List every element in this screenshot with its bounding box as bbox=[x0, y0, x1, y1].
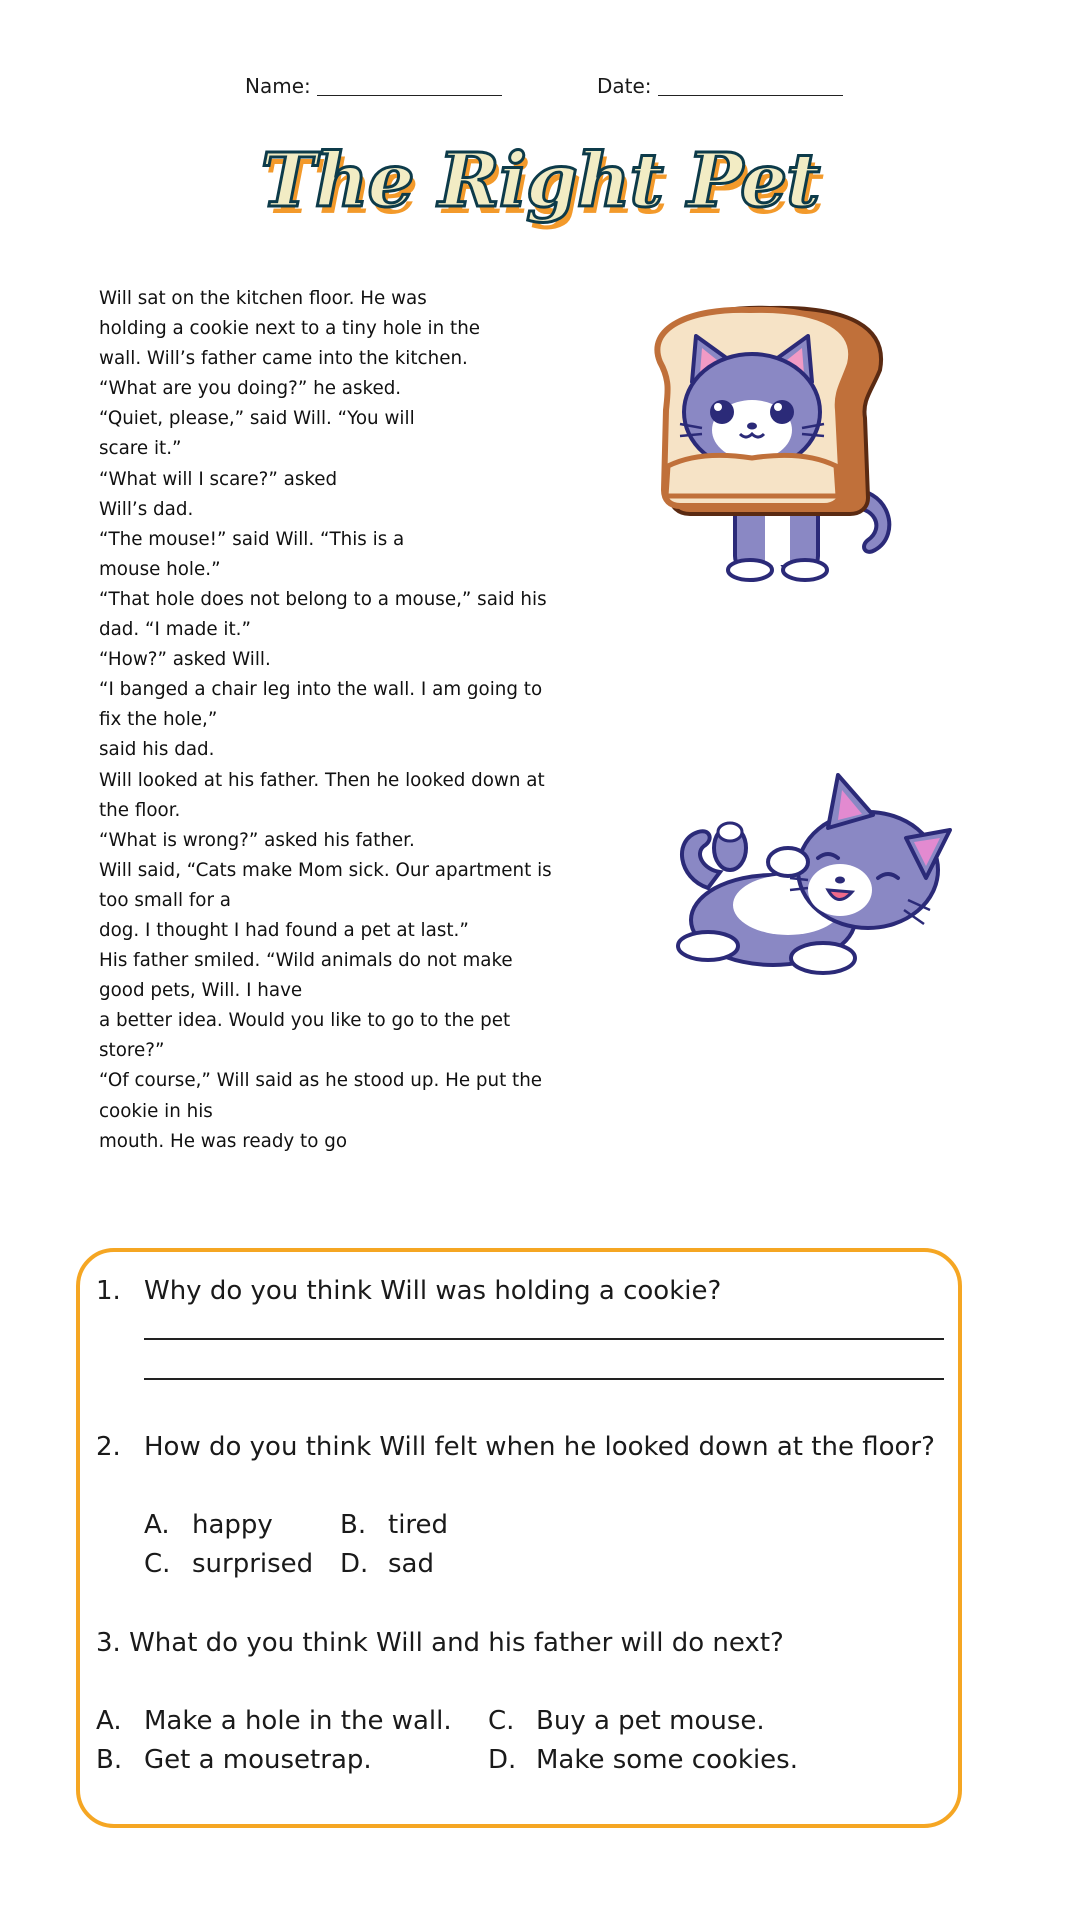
story-line: said his dad. bbox=[99, 739, 215, 761]
option-text: happy bbox=[192, 1510, 273, 1540]
q2-option-d[interactable] bbox=[340, 1549, 434, 1579]
option-text: surprised bbox=[192, 1549, 314, 1579]
story-line: Will looked at his father. Then he looked down at bbox=[99, 769, 545, 791]
story-line: mouth. He was ready to go bbox=[99, 1130, 348, 1152]
question-2-number: 2. bbox=[96, 1432, 121, 1462]
story-line: Will’s dad. bbox=[99, 498, 194, 520]
story-line: “That hole does not belong to a mouse,” said his bbox=[99, 588, 547, 610]
name-label: Name: bbox=[245, 74, 311, 98]
story-line: Will said, “Cats make Mom sick. Our apartment is bbox=[99, 859, 552, 881]
option-key: D. bbox=[488, 1745, 517, 1775]
story-line: fix the hole,” bbox=[99, 709, 218, 731]
story-line: Will sat on the kitchen floor. He was bbox=[99, 288, 427, 309]
story-line: “What are you doing?” he asked. bbox=[99, 378, 402, 400]
story-line: cookie in his bbox=[99, 1100, 213, 1122]
q3-option-c[interactable] bbox=[488, 1706, 765, 1736]
story-line: wall. Will’s father came into the kitchen. bbox=[99, 348, 468, 370]
question-3: 3. What do you think Will and his father will do next? bbox=[96, 1628, 784, 1658]
option-key: A. bbox=[144, 1510, 170, 1540]
name-field[interactable] bbox=[245, 74, 502, 98]
option-key: D. bbox=[340, 1549, 369, 1579]
story-line: a better idea. Would you like to go to the pet bbox=[99, 1010, 511, 1032]
question-1-text: Why do you think Will was holding a cookie? bbox=[144, 1276, 722, 1306]
story-line: scare it.” bbox=[99, 438, 182, 460]
option-text: tired bbox=[388, 1510, 449, 1540]
date-blank-line[interactable] bbox=[658, 75, 843, 96]
story-line: mouse hole.” bbox=[99, 558, 221, 580]
question-1-number: 1. bbox=[96, 1276, 121, 1306]
answer-line[interactable] bbox=[144, 1338, 944, 1340]
option-key: C. bbox=[144, 1549, 171, 1579]
date-field[interactable] bbox=[597, 74, 843, 98]
story-line: dog. I thought I had found a pet at last.” bbox=[99, 919, 469, 941]
story-text bbox=[99, 284, 599, 1157]
story-line: “Of course,” Will said as he stood up. He put the bbox=[99, 1070, 543, 1092]
worksheet-title: The Right Pet bbox=[260, 138, 820, 224]
option-text: Make some cookies. bbox=[536, 1745, 798, 1775]
q2-option-a[interactable] bbox=[144, 1510, 273, 1540]
story-line: holding a cookie next to a tiny hole in the bbox=[99, 318, 481, 340]
header-fields bbox=[0, 74, 1080, 104]
story-line: “I banged a chair leg into the wall. I am going to bbox=[99, 679, 543, 701]
name-blank-line[interactable] bbox=[317, 75, 502, 96]
q2-option-c[interactable] bbox=[144, 1549, 313, 1579]
story-line: “What is wrong?” asked his father. bbox=[99, 829, 415, 851]
option-text: sad bbox=[388, 1549, 434, 1579]
story-line: store?” bbox=[99, 1040, 165, 1062]
story-line: good pets, Will. I have bbox=[99, 980, 303, 1002]
option-text: Make a hole in the wall. bbox=[144, 1706, 452, 1736]
q2-option-b[interactable] bbox=[340, 1510, 448, 1540]
date-label: Date: bbox=[597, 74, 652, 98]
q3-option-a[interactable] bbox=[96, 1706, 452, 1736]
question-2 bbox=[96, 1432, 935, 1462]
story-line: the floor. bbox=[99, 799, 181, 821]
lying-cat-illustration bbox=[668, 770, 968, 995]
option-text: Buy a pet mouse. bbox=[536, 1706, 765, 1736]
q3-option-d[interactable] bbox=[488, 1745, 798, 1775]
q3-option-b[interactable] bbox=[96, 1745, 372, 1775]
story-line: “How?” asked Will. bbox=[99, 649, 271, 671]
question-1 bbox=[96, 1276, 721, 1306]
option-key: B. bbox=[96, 1745, 123, 1775]
story-line: His father smiled. “Wild animals do not make bbox=[99, 950, 513, 972]
story-line: too small for a bbox=[99, 889, 232, 911]
answer-line[interactable] bbox=[144, 1378, 944, 1380]
story-line: “What will I scare?” asked bbox=[99, 468, 338, 490]
cat-in-bread-illustration bbox=[640, 300, 910, 590]
story-line: “Quiet, please,” said Will. “You will bbox=[99, 408, 415, 430]
questions-box bbox=[76, 1248, 962, 1828]
story-line: “The mouse!” said Will. “This is a bbox=[99, 528, 405, 550]
option-key: A. bbox=[96, 1706, 122, 1736]
question-2-text: How do you think Will felt when he looked down at the floor? bbox=[144, 1432, 935, 1462]
story-line: dad. “I made it.” bbox=[99, 619, 251, 641]
option-key: B. bbox=[340, 1510, 367, 1540]
option-key: C. bbox=[488, 1706, 515, 1736]
option-text: Get a mousetrap. bbox=[144, 1745, 372, 1775]
